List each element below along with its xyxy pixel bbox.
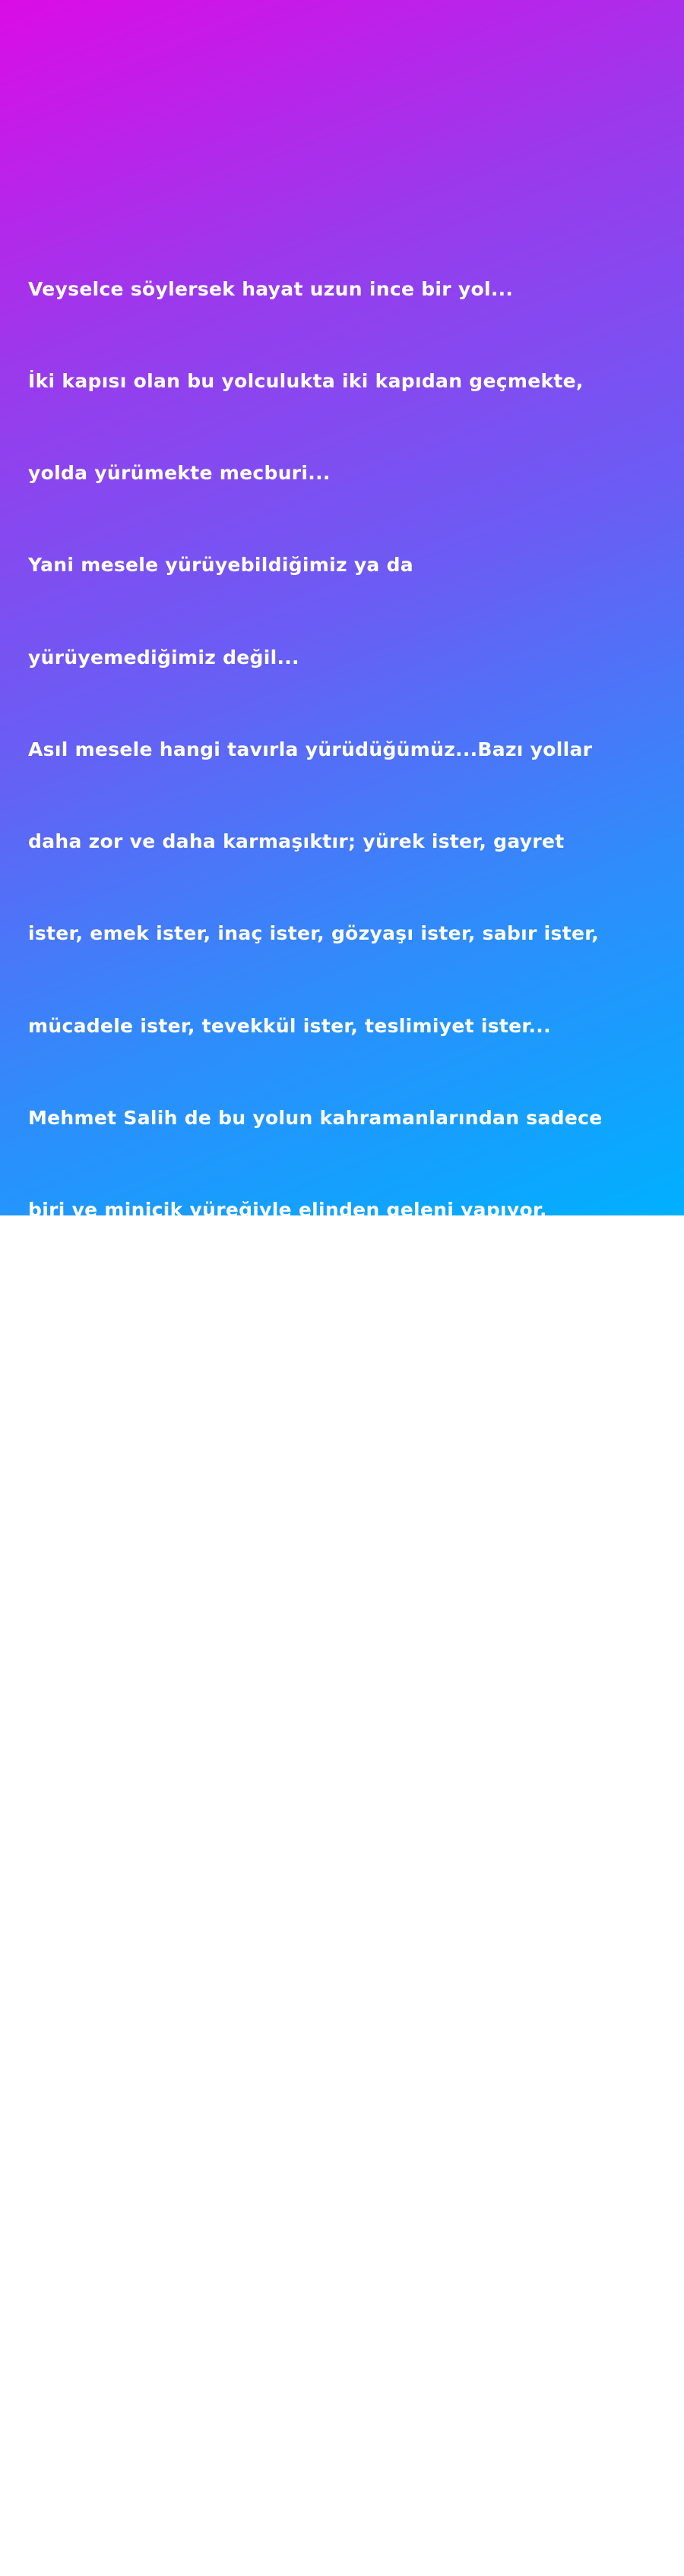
story-line: Veyselce söylersek hayat uzun ince bir yol... <box>28 277 514 300</box>
story-line: İki kapısı olan bu yolculukta iki kapıdan geçmekte, <box>28 370 584 393</box>
story-line: Yani mesele yürüyebildiğimiz ya da <box>28 554 413 577</box>
story-line: ameliyatlarda hedeflenen, sol bacağımızdaki <box>28 1843 525 1866</box>
story-line: bir tedavi. Yani tek bir müdahale ile tamam olacak <box>28 2211 581 2234</box>
story-line: Şuan yolculuğun önemli virajlarından biriyle daha <box>28 1383 573 1405</box>
story-line: üç ameliyattan oluşan bir tedavi süreci planlıyor. <box>28 1659 564 1682</box>
story-line: olacak. <box>28 2488 106 2511</box>
story-line: Ameliyatlar Dubai'de gerçekleşecek. Bu <box>28 1751 463 1774</box>
story-line: mücadele ister, tevekkül ister, teslimiyet ister... <box>28 1014 551 1037</box>
story-line: Asıl mesele hangi tavırla yürüdüğümüz...Bazı yollar <box>28 738 593 760</box>
story-line: kısalığın giderilmesi ve sol ayak bileğindeki <box>28 1935 506 1958</box>
story-line: karşı karşıyayız. Doktorumuz önümüzdeki haziran <box>28 1474 573 1497</box>
story-line: bir tedavi değil. Yavrumuzun fiziksel gelişimi devam <box>28 2303 600 2326</box>
story-text-block <box>28 213 674 2576</box>
story-line: Mehmet Salih de bu yolun kahramanlarından sadece <box>28 1106 603 1129</box>
story-line: ettiği sürece, gerekli görüldükçe ameliyatlarımız <box>28 2395 562 2418</box>
story-line: Mehmet Salih'in tedavisi uzun soluklu ve komplike <box>28 2119 581 2142</box>
story-line: yürüyemediğimiz değil... <box>28 646 299 668</box>
story-line: yolunda emin adımlarla yürüyor. <box>28 1291 382 1313</box>
story-line: ayında başlayacak ve en az 6 ay sürecek, toplamda <box>28 1566 588 1589</box>
story-line: yolda yürümekte mecburi... <box>28 462 331 485</box>
story-line: deformitenin düzeltilmesi... <box>28 2027 332 2050</box>
story-line: ister, emek ister, inaç ister, gözyaşı ister, sabır ister, <box>28 922 599 945</box>
story-line: daha zor ve daha karmaşıktır; yürek ister, gayret <box>28 830 565 853</box>
story-line: biri ve minicik yüreğiyle elinden geleni yapıyor, <box>28 1199 547 1221</box>
